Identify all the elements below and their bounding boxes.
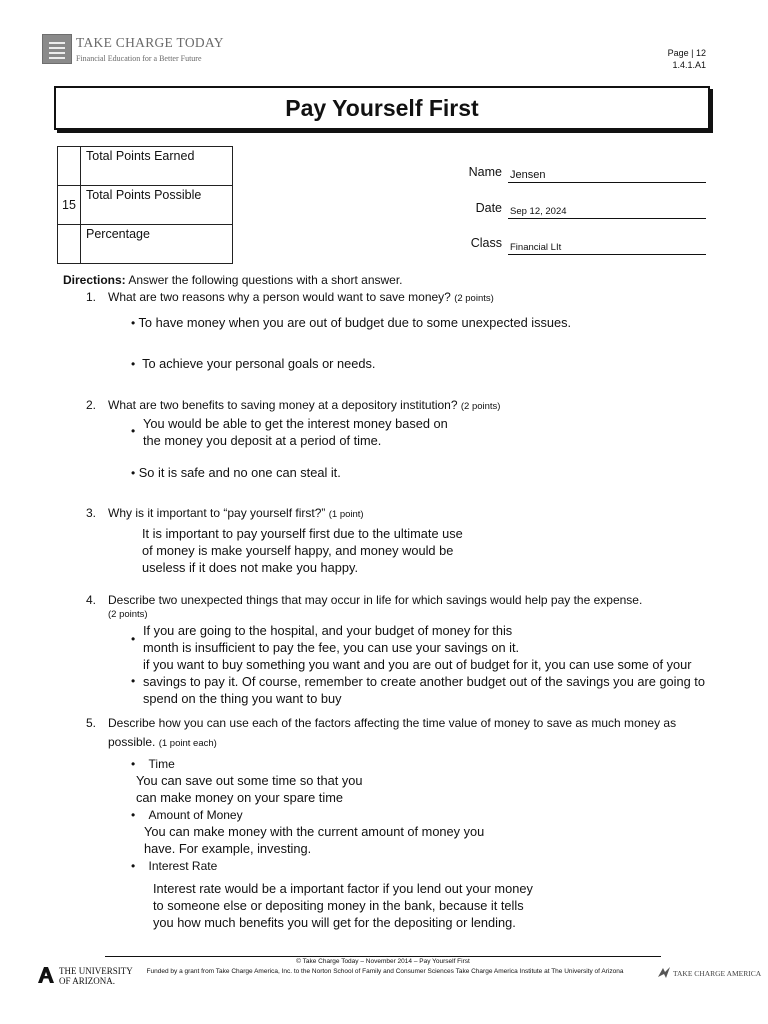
answer-2a[interactable] — [143, 415, 448, 449]
answer-line: You can save out some time so that you — [136, 773, 363, 788]
answer-4a[interactable] — [143, 622, 519, 656]
name-field[interactable] — [508, 166, 706, 183]
question-4 — [86, 593, 642, 607]
name-value: Jensen — [510, 169, 546, 181]
answer-text: To have money when you are out of budget due to some unexpected issues. — [138, 315, 572, 330]
points-table — [57, 146, 233, 264]
question-text: What are two benefits to saving money at a depository institution? — [108, 398, 458, 412]
factor-label: Amount of Money — [148, 808, 243, 822]
question-number: 2. — [86, 398, 97, 412]
title-box — [54, 86, 710, 130]
table-row — [58, 186, 233, 225]
directions — [63, 273, 403, 287]
take-charge-america-logo-icon — [657, 966, 671, 980]
answer-line: Interest rate would be a important factor if you lend out your money — [153, 881, 533, 896]
answer-5-interest[interactable] — [153, 880, 533, 931]
question-text: Describe how you can use each of the factors affecting the time value of money to save as much money as — [108, 716, 677, 730]
university-of-arizona-logo-icon — [36, 965, 56, 985]
points-earned-label: Total Points Earned — [81, 147, 233, 186]
answer-line: useless if it does not make you happy. — [142, 560, 359, 575]
answer-line: to someone else or depositing money in the bank, because it tells — [153, 898, 524, 913]
factor-label: Time — [148, 757, 175, 771]
university-of-arizona-logo — [59, 966, 133, 986]
ua-line-1: THE UNIVERSITY — [59, 966, 133, 976]
question-text: Describe two unexpected things that may occur in life for which savings would help pay the expense. — [108, 593, 643, 607]
question-text: What are two reasons why a person would want to save money? — [108, 290, 451, 304]
answer-line: savings to pay it. Of course, remember to create another budget out of the savings you are going to — [143, 674, 705, 689]
bullet-icon: • — [131, 859, 136, 873]
ua-line-2: OF ARIZONA. — [59, 976, 116, 986]
question-points: (2 points) — [460, 401, 501, 412]
question-points: (2 points) — [454, 293, 494, 304]
logo-title: TAKE CHARGE TODAY — [76, 35, 224, 50]
question-text: possible. — [108, 735, 156, 749]
class-value: Financial LIt — [510, 242, 562, 253]
points-possible-value: 15 — [58, 186, 81, 225]
answer-line: if you want to buy something you want and you are out of budget for it, you can use some of your — [143, 657, 692, 672]
answer-line: If you are going to the hospital, and your budget of money for this — [143, 623, 513, 638]
class-field[interactable] — [508, 238, 706, 255]
take-charge-today-logo-icon — [42, 34, 72, 64]
question-number: 5. — [86, 716, 97, 730]
answer-2b[interactable] — [131, 464, 341, 482]
factor-amount-of-money — [131, 808, 243, 822]
answer-text: To achieve your personal goals or needs. — [142, 356, 376, 371]
answer-1a[interactable] — [131, 314, 571, 332]
footer-copyright: © Take Charge Today – November 2014 – Pay Yourself First — [296, 958, 470, 965]
bullet-icon: • — [131, 674, 136, 688]
date-value: Sep 12, 2024 — [510, 206, 567, 217]
answer-line: have. For example, investing. — [144, 841, 312, 856]
answer-line: You can make money with the current amount of money you — [144, 824, 485, 839]
answer-line: you how much benefits you will get for the depositing or lending. — [153, 915, 516, 930]
bullet-icon: • — [131, 808, 136, 822]
footer-divider — [105, 956, 661, 957]
table-row — [58, 147, 233, 186]
page-label: Page | 12 — [667, 48, 706, 58]
page-code: 1.4.1.A1 — [672, 60, 706, 70]
factor-interest-rate — [131, 859, 217, 873]
answer-5-time[interactable] — [136, 772, 362, 806]
bullet-icon: • — [131, 466, 136, 480]
question-points: (1 point) — [328, 509, 364, 520]
class-label: Class — [470, 236, 502, 250]
answer-line: It is important to pay yourself first due to the ultimate use — [142, 526, 463, 541]
answer-line: spend on the thing you want to buy — [143, 691, 342, 706]
points-earned-value[interactable] — [58, 147, 81, 186]
answer-5-amount[interactable] — [144, 823, 484, 857]
answer-line: You would be able to get the interest money based on — [143, 416, 448, 431]
points-possible-label: Total Points Possible — [81, 186, 233, 225]
question-text: Why is it important to “pay yourself first?” — [108, 506, 326, 520]
answer-text: So it is safe and no one can steal it. — [138, 465, 341, 480]
bullet-icon: • — [131, 632, 136, 646]
directions-label: Directions: — [63, 273, 126, 287]
date-field[interactable] — [508, 202, 706, 219]
logo-subtitle: Financial Education for a Better Future — [76, 54, 202, 63]
answer-3[interactable] — [142, 525, 463, 576]
bullet-icon: • — [131, 357, 136, 371]
question-number: 1. — [86, 290, 97, 304]
page-title: Pay Yourself First — [285, 95, 479, 121]
answer-line: can make money on your spare time — [136, 790, 343, 805]
footer-funding: Funded by a grant from Take Charge America, Inc. to the Norton School of Family and Consumer Sciences Take Charge America Institute at The University of Arizona — [146, 968, 624, 975]
answer-line: of money is make yourself happy, and money would be — [142, 543, 454, 558]
question-3 — [86, 506, 364, 520]
question-points: (1 point each) — [158, 738, 217, 749]
bullet-icon: • — [131, 316, 136, 330]
answer-4b[interactable] — [143, 656, 705, 707]
bullet-icon: • — [131, 757, 136, 771]
percentage-label: Percentage — [81, 225, 233, 264]
name-label: Name — [468, 165, 502, 179]
factor-time — [131, 757, 175, 771]
question-number: 4. — [86, 593, 97, 607]
percentage-value[interactable] — [58, 225, 81, 264]
question-2 — [86, 398, 500, 412]
table-row — [58, 225, 233, 264]
question-5 — [86, 714, 676, 753]
bullet-icon: • — [131, 424, 136, 438]
question-1 — [86, 290, 494, 304]
answer-line: month is insufficient to pay the fee, you can use your savings on it. — [143, 640, 520, 655]
factor-label: Interest Rate — [148, 859, 218, 873]
question-number: 3. — [86, 506, 97, 520]
question-points: (2 points) — [108, 609, 148, 620]
answer-1b[interactable] — [131, 355, 375, 373]
date-label: Date — [475, 201, 502, 215]
page-number — [668, 47, 706, 71]
take-charge-america-logo: TAKE CHARGE AMERICA — [673, 969, 762, 978]
directions-text: Answer the following questions with a short answer. — [128, 273, 403, 287]
answer-line: the money you deposit at a period of time. — [143, 433, 382, 448]
